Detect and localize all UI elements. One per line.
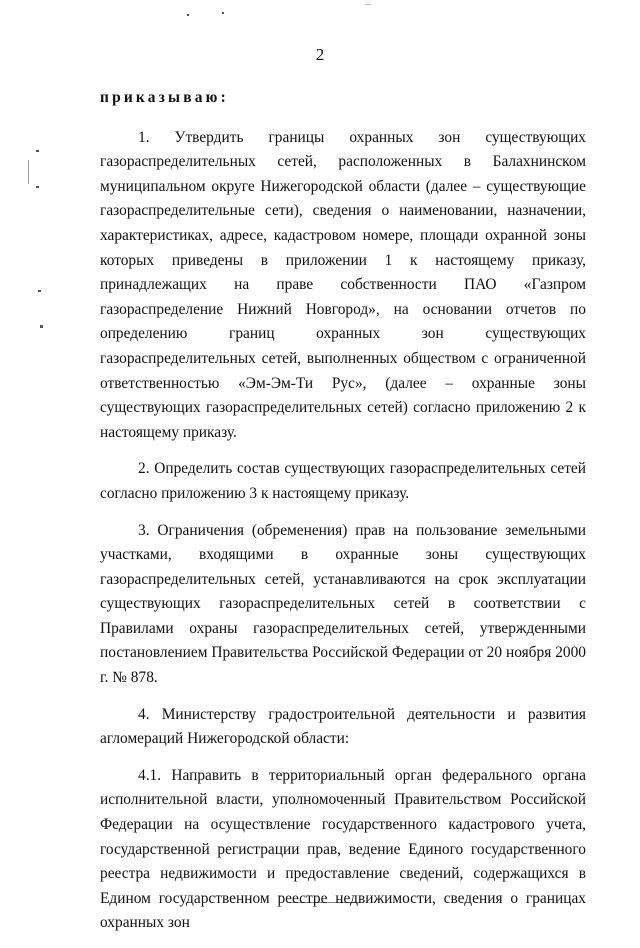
scan-mark: [28, 160, 29, 184]
paragraph-4-1: 4.1. Направить в территориальный орган федерального органа исполнительной власти, уполномоченный Правительством Российской Федерации на осуществление государственного кадастрового учета, государственной регистрации прав, ведение Единого государственного реестра недвижимости и предоставление сведений, содержащихся в Едином государственном реестре недвижимости, сведения о границах охранных зон: [100, 766, 586, 932]
scan-mark: [222, 12, 224, 14]
scan-mark: [40, 325, 43, 328]
scan-mark: [36, 150, 39, 152]
scan-mark: [187, 14, 189, 16]
page-number: 2: [315, 45, 325, 64]
scan-mark: [36, 186, 39, 188]
order-lead-word: приказываю:: [100, 89, 229, 106]
paragraph-1: 1. Утвердить границы охранных зон существующих газораспределительных сетей, расположенных в Балахнинском муниципальном округе Нижегородской области (далее – существующие газораспределительные сети), сведения о наименовании, назначении, характеристиках, адресе, кадастровом номере, площади охранной зоны которых приведены в приложении 1 к настоящему приказу, принадлежащих на праве собственности ПАО «Газпром газораспределение Нижний Новгород», на основании отчетов по определению границ охранных зон существующих газораспределительных сетей, выполненных обществом с ограниченной ответственностью «Эм-Эм-Ти Рус», (далее – охранные зоны существующих газораспределительных сетей) согласно приложению 2 к настоящему приказу.: [100, 128, 586, 441]
paragraph-3: 3. Ограничения (обременения) прав на пользование земельными участками, входящими в охранные зоны существующих газораспределительных сетей, устанавливаются на срок эксплуатации существующих газораспределительных сетей в соответствии с Правилами охраны газораспределительных сетей, утвержденными постановлением Правительства Российской Федерации от 20 ноября 2000 г. № 878.: [100, 521, 586, 687]
paragraph-2: 2. Определить состав существующих газораспределительных сетей согласно приложению 3 к настоящему приказу.: [100, 460, 586, 502]
scan-mark: [38, 290, 41, 292]
scan-line: [365, 4, 371, 5]
document-body: [100, 86, 586, 948]
paragraph-4: 4. Министерству градостроительной деятельности и развития агломераций Нижегородской области:: [100, 705, 586, 748]
